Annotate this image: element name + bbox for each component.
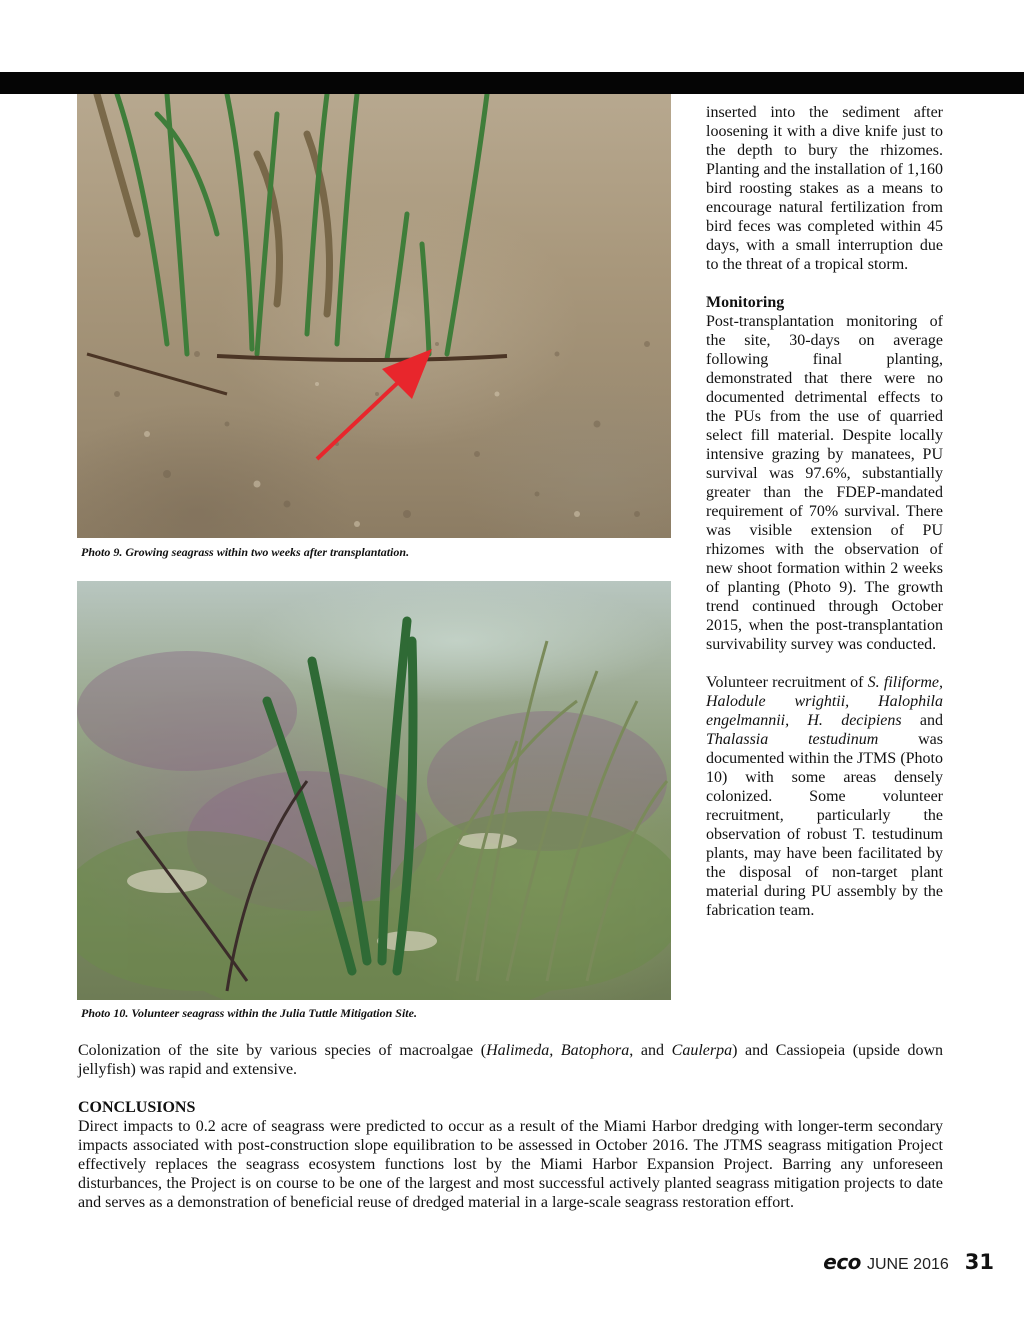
photo-10-illustration — [77, 581, 671, 1000]
monitoring-paragraph: Post-transplantation monitoring of the site, 30-days on average following final planting, demonstrated that there were no documented detrimental effects to the PUs from the use of quarried select fill material. Despite locally intensive grazing by manatees, PU survival was 97.6%, substantially greater than the FDEP-mandated requirement of 70% survival. There was visible extension of PU rhizomes with the observation of new shoot formation within 2 weeks of planting (Photo 9). The growth trend continued through October 2015, when the post-transplantation survivability survey was conducted. — [706, 313, 943, 653]
photo-10-volunteer-seagrass — [77, 581, 671, 1000]
colonization-text-2: , and — [629, 1042, 672, 1059]
issue-date: JUNE 2016 — [866, 1256, 949, 1273]
page-number: 31 — [964, 1250, 994, 1274]
volunteer-text-1: Volunteer recruitment of — [706, 674, 868, 691]
colonization-genera-1: Halimeda, Batophora — [486, 1042, 630, 1059]
planting-paragraph: inserted into the sediment after loosening it with a dive knife just to the depth to bury the rhizomes. Planting and the installation of 1,160 bird roosting stakes as a means to encourage natural fertilization from bird feces was completed within 45 days, with a small interruption due to the threat of a tropical storm. — [706, 104, 943, 273]
photo-9-caption: Photo 9. Growing seagrass within two weeks after transplantation. — [81, 545, 410, 559]
photo-9-illustration — [77, 94, 671, 538]
volunteer-text-3: was documented within the JTMS (Photo 10) with some areas densely colonized. Some volunteer recruitment, particularly the observation of robust T. testudinum plants, may have been facilitated by the disposal of non-target plant material during PU assembly by the fabrication team. — [706, 731, 943, 919]
page-footer — [823, 1250, 994, 1274]
colonization-text-3: ) and Cassiopeia (upside down jellyfish) was rapid and extensive. — [78, 1042, 944, 1078]
colonization-genera-2: Caulerpa — [671, 1042, 733, 1059]
colonization-text-1: Colonization of the site by various species of macroalgae ( — [78, 1042, 487, 1059]
photo-10-caption: Photo 10. Volunteer seagrass within the Julia Tuttle Mitigation Site. — [81, 1006, 417, 1020]
top-black-bar — [0, 72, 1024, 94]
right-column-text — [706, 103, 943, 920]
full-width-body-text — [78, 1041, 943, 1212]
photo-9-seagrass-transplant — [77, 94, 671, 538]
volunteer-text-2: and — [901, 712, 943, 729]
volunteer-species-2: Thalassia testudinum — [706, 731, 879, 748]
colonization-paragraph — [78, 1041, 943, 1079]
conclusions-paragraph: Direct impacts to 0.2 acre of seagrass were predicted to occur as a result of the Miami Harbor dredging with longer-term secondary impacts associated with post-construction slope equilibration to be assessed in October 2016. The JTMS seagrass mitigation Project effectively replaces the seagrass ecosystem functions lost by the Miami Harbor Expansion Project. Barring any unforeseen disturbances, the Project is on course to be one of the largest and most successful actively planted seagrass mitigation projects to date and serves as a demonstration of beneficial reuse of dredged material in a large-scale seagrass restoration effort. — [78, 1118, 943, 1211]
red-arrow-icon — [317, 349, 432, 459]
volunteer-species-1: S. filiforme, Halodule wrightii, Halophila engelmannii, H. decipiens — [706, 674, 944, 729]
monitoring-heading: Monitoring — [706, 294, 785, 311]
magazine-brand-logo: eco — [823, 1250, 861, 1274]
volunteer-recruitment-paragraph — [706, 673, 943, 920]
conclusions-heading: CONCLUSIONS — [78, 1099, 196, 1116]
